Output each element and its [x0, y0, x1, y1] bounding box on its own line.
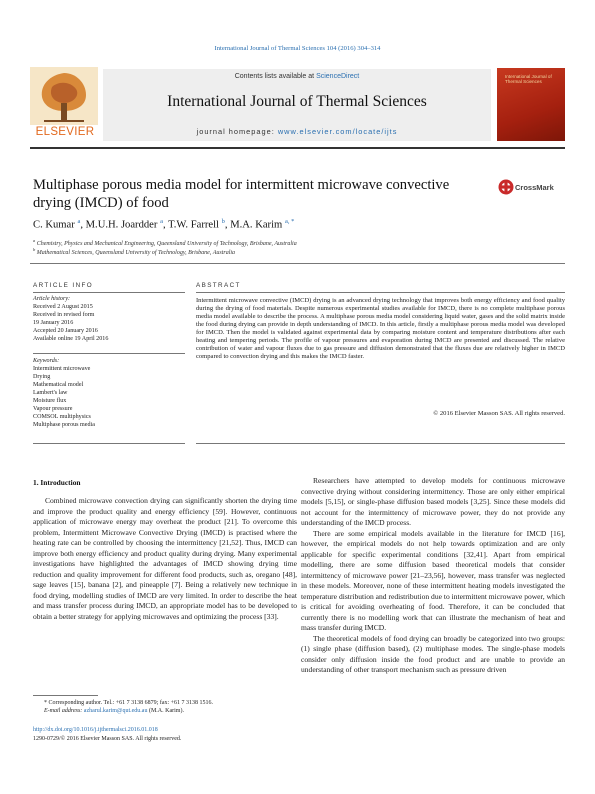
- footnote-divider: [33, 695, 98, 696]
- author-name: M.A. Karim: [230, 219, 283, 231]
- email-link[interactable]: azharul.karim@qut.edu.au: [83, 708, 148, 714]
- journal-title: International Journal of Thermal Sciences: [167, 93, 427, 110]
- email-suffix: (M.A. Karim).: [147, 708, 184, 714]
- crossmark-label[interactable]: CrossMark: [515, 183, 554, 192]
- author-affiliation-mark[interactable]: a, *: [284, 218, 295, 225]
- homepage-prefix: journal homepage:: [196, 127, 278, 136]
- abstract-heading: ABSTRACT: [196, 282, 241, 289]
- crossmark-icon[interactable]: [498, 179, 514, 195]
- keyword: Drying: [33, 374, 51, 380]
- keyword: Multiphase porous media: [33, 422, 95, 428]
- header-divider: [30, 147, 565, 149]
- sciencedirect-link[interactable]: ScienceDirect: [316, 73, 360, 80]
- keywords-divider: [33, 353, 185, 354]
- article-info-divider: [33, 292, 185, 293]
- keyword: Moisture flux: [33, 398, 67, 404]
- affiliation-divider: [30, 263, 565, 264]
- author-affiliation-mark[interactable]: a: [77, 218, 81, 225]
- abstract-end-divider: [196, 443, 565, 444]
- history-item: Received 2 August 2015: [33, 304, 93, 310]
- author-name: M.U.H. Joardder: [85, 219, 158, 231]
- email-label: E-mail address:: [44, 708, 84, 714]
- issn-line: 1290-0729/© 2016 Elsevier Masson SAS. All rights reserved.: [33, 736, 182, 742]
- affiliation-b: $^b$ Mathematical Sciences, Queensland University of Technology, Brisbane, Australia: [33, 247, 236, 256]
- author-list: C. Kumar $^a$, M.U.H. Joardder $^a$, T.W. Farrell $^b$, M.A. Karim $^{a, *}$: [33, 218, 295, 231]
- history-label: Article history:: [33, 296, 71, 302]
- cover-title: International Journal of Thermal Sciences: [505, 74, 552, 85]
- affiliation-a: $^a$ Chemistry, Physics and Mechanical Engineering, Queensland University of Technology, Brisbane, Australia: [33, 238, 297, 247]
- email-note: [44, 708, 184, 716]
- body-paragraph: The theoretical models of food drying can broadly be categorized into two groups: (1) single phase (diffusion based), (2) multiphase modes. The single-phase models consider only diffusion inside the food product and are unable to provide an understanding of other transport mechanism such as pressure driven: [301, 633, 565, 674]
- contents-line: [103, 73, 491, 80]
- publisher-name: ELSEVIER: [35, 126, 95, 138]
- homepage-link[interactable]: www.elsevier.com/locate/ijts: [277, 127, 398, 136]
- author-name: C. Kumar: [33, 219, 75, 231]
- keyword: Lambert's law: [33, 390, 68, 396]
- keyword: Mathematical model: [33, 382, 84, 388]
- abstract-copyright: © 2016 Elsevier Masson SAS. All rights reserved.: [433, 410, 565, 417]
- history-item: Available online 19 April 2016: [33, 336, 109, 342]
- affiliation-b-text: Mathematical Sciences, Queensland University of Technology, Brisbane, Australia: [36, 250, 236, 256]
- introduction-heading: 1. Introduction: [33, 478, 81, 487]
- affiliation-a-text: Chemistry, Physics and Mechanical Engineering, Queensland University of Technology, Brisbane, Australia: [36, 241, 297, 247]
- paper-title: Multiphase porous media model for intermittent microwave convective drying (IMCD) of food: [33, 177, 450, 211]
- contents-prefix: Contents lists available at: [234, 73, 317, 80]
- history-item: Received in revised form: [33, 312, 95, 318]
- keyword: Intermittent microwave: [33, 366, 91, 372]
- keyword: Vapour pressure: [33, 406, 73, 412]
- body-paragraph: Researchers have attempted to develop models for continuous microwave convective drying without considering intermittency. Those are only either empirical models [5,15], or single-phase diffusion based models [3,25]. Since these models did not account for the intermittency of microwave power, they do not provide any understanding of the IMCD process.: [301, 476, 565, 527]
- history-item: 19 January 2016: [33, 320, 74, 326]
- body-paragraph: Combined microwave convection drying can significantly shorten the drying time and improve the product quality and energy efficiency [59]. However, continuous application of microwave energy may overheat the product [21]. To overcome this problem, Intermittent Microwave Convective Drying (IMCD) is practised where the heating rate can be controlled by choosing the intermittency [21,52]. Thus, IMCD can improve both energy efficiency and product quality during drying. Many experimental investigations have highlighted the advantages of IMCD showing drying time reduction and quality improvement for different food products, such as, oregano [48], sage leaves [15], banana [2], and pineapple [7]. Being a relatively new technique in food drying, modelling studies of IMCD are very limited. In order to describe the heat and mass transfer process during IMCD, an appropriate model has to be developed to obtain a better strategy for applying microwaves and optimizing the process [33].: [33, 496, 297, 621]
- abstract-divider: [196, 292, 565, 293]
- history-item: Accepted 20 January 2016: [33, 328, 98, 334]
- doi-link[interactable]: http://dx.doi.org/10.1016/j.ijthermalsci.2016.01.018: [33, 727, 158, 733]
- body-column-right: [301, 476, 565, 676]
- homepage-line: [103, 127, 491, 136]
- journal-reference[interactable]: International Journal of Thermal Sciences 104 (2016) 304–314: [214, 45, 381, 52]
- author-affiliation-mark[interactable]: a: [160, 218, 163, 225]
- keyword: COMSOL multiphysics: [33, 414, 91, 420]
- article-info-heading: ARTICLE INFO: [33, 282, 94, 289]
- body-column-left: [33, 496, 297, 622]
- body-paragraph: There are some empirical models available in the literature for IMCD [16], however, the empirical models do not help towards optimization and are only applicable for specific experimental conditions [32,41]. Apart from empirical modelling, there are some diffusion based theoretical models that consider intermittency of microwave power [21–23,56], however, mass transfer was neglected in these models. Moreover, none of these intermittent heating models investigated the temperature distribution and redistribution due to intermittent microwave power, which is critical for avoiding overheating of food. Therefore, it can be concluded that currently there is no modelling work that can illustrate the mechanism of heat and mass transfer during IMCD.: [301, 528, 565, 632]
- corresponding-author-note: * Corresponding author. Tel.: +61 7 3138 6879; fax: +61 7 3138 1516.: [44, 700, 214, 706]
- abstract-body: Intermittent microwave convective (IMCD) drying is an advanced drying technology that improves both energy efficiency and food quality during the drying of food materials. Despite numerous experimental studies available for IMCD, there is no complete multiphase porous media model available to describe the process. A multiphase porous media model considering liquid water, gases and the solid matrix inside the food during drying can provide in depth understanding of IMCD. In this article, firstly a multiphase porous media model was developed for IMCD. Then the model is validated against experimental data by comparing moisture content and temperature distributions after each heating and tempering periods. The profile of vapour pressures and evaporation during IMCD are presented and discussed. The relative contribution of water and vapour fluxes due to gas pressure and diffusion demonstrated that the fluxes due are relatively higher in IMCD compared to convection drying and this makes the IMCD faster.: [196, 297, 565, 361]
- author-affiliation-mark[interactable]: b: [221, 218, 225, 225]
- article-info-end-divider: [33, 443, 185, 444]
- author-name: T.W. Farrell: [168, 219, 219, 231]
- keywords-label: Keywords:: [33, 358, 60, 364]
